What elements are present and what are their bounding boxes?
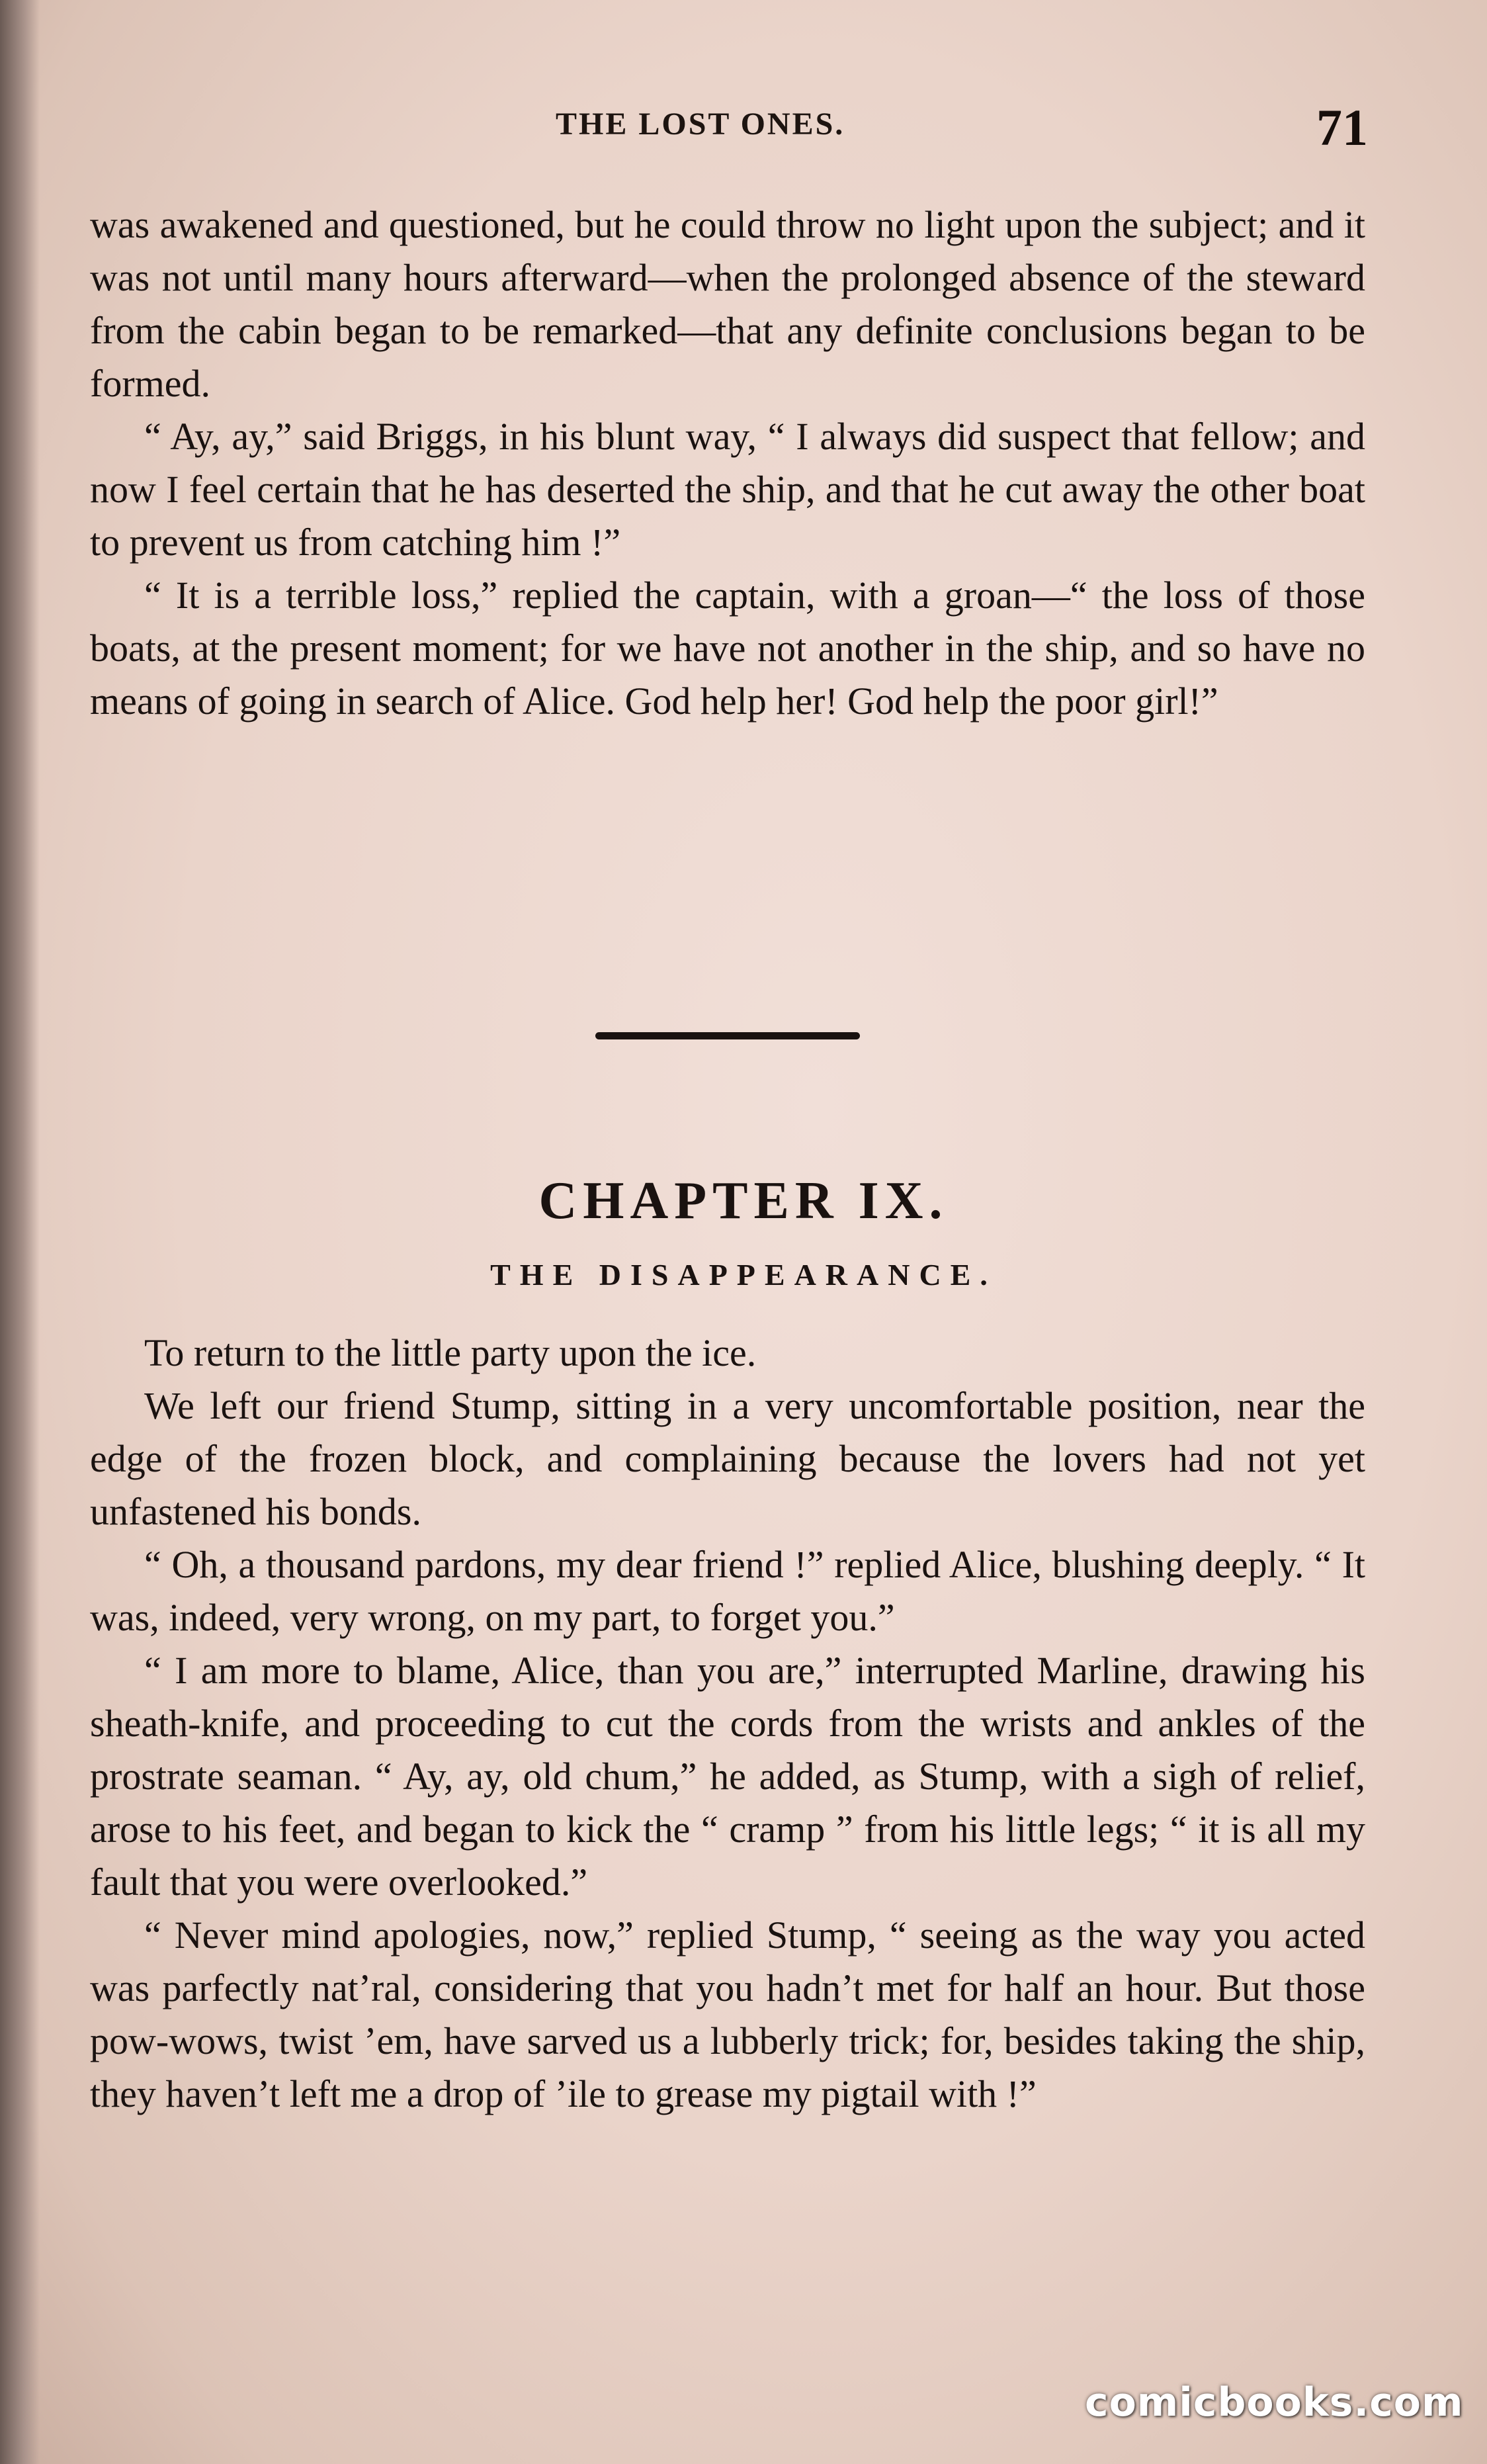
chapter-title: CHAPTER IX. — [538, 1172, 949, 1230]
page-header — [0, 98, 1487, 156]
paragraph: “ Oh, a thousand pardons, my dear friend !” replied Alice, blushing deeply. “ It was, indeed, very wrong, on my part, to forget you.” — [90, 1543, 1365, 1639]
paragraph: To return to the little party upon the ice. — [144, 1331, 757, 1374]
text-block-top — [90, 198, 1365, 728]
section-divider — [595, 1032, 860, 1039]
paragraph: We left our friend Stump, sitting in a very uncomfortable position, near the edge of the frozen block, and complaining because the lovers had not yet unfastened his bonds. — [90, 1384, 1365, 1533]
paragraph: was awakened and questioned, but he could throw no light upon the subject; and it was not until many hours afterward—when the prolonged absence of the steward from the cabin began to be remarked—that any definite conclusions began to be formed. — [90, 203, 1365, 405]
text-block-bottom — [90, 1327, 1365, 2121]
paragraph: “ It is a terrible loss,” replied the captain, with a groan—“ the loss of those boats, at the present moment; for we have not another in the ship, and so have no means of going in search of Alice. God help her! God help the poor girl!” — [90, 574, 1365, 723]
paragraph: “ Ay, ay,” said Briggs, in his blunt way, “ I always did suspect that fellow; and now I feel certain that he has deserted the ship, and that he cut away the other boat to prevent us from catching him !” — [90, 415, 1365, 564]
running-head: THE LOST ONES. — [556, 107, 845, 142]
page-number: 71 — [1316, 99, 1368, 156]
watermark: comicbooks.com — [1085, 2379, 1464, 2426]
paragraph: “ Never mind apologies, now,” replied Stump, “ seeing as the way you acted was parfectly nat’ral, considering that you hadn’t met for half an hour. But those pow-wows, twist ’em, have sarved us a lubberly trick; for, besides taking the ship, they haven’t left me a drop of ’ile to grease my pigtail with !” — [90, 1914, 1365, 2115]
book-spine-shadow — [0, 0, 40, 2464]
chapter-subtitle: THE DISAPPEARANCE. — [490, 1258, 997, 1292]
paragraph: “ I am more to blame, Alice, than you are,” interrupted Marline, drawing his sheath-knife, and proceeding to cut the cords from the wrists and ankles of the prostrate seaman. “ Ay, ay, old chum,” he added, as Stump, with a sigh of relief, arose to his feet, and began to kick the “ cramp ” from his little legs; “ it is all my fault that you were overlooked.” — [90, 1649, 1365, 1904]
